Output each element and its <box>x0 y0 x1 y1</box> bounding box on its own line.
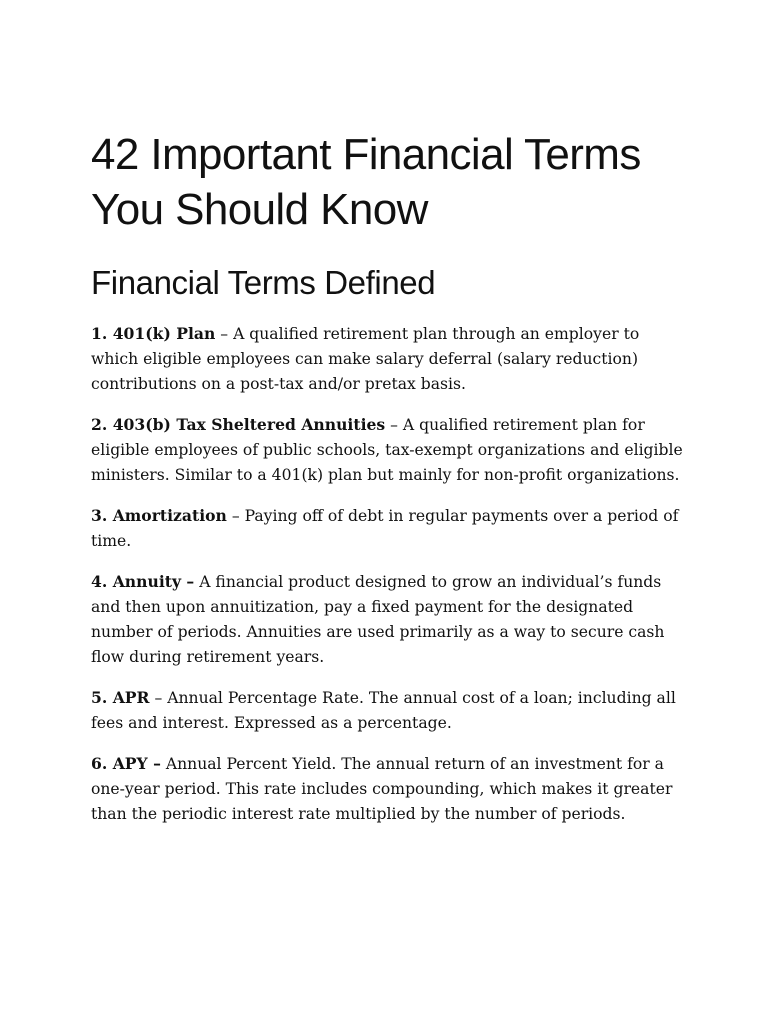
term-separator: – <box>215 325 234 343</box>
term-definition: A qualified retirement plan for eligible employees of public schools, tax-exempt organizations and eligible ministers. Similar to a 401(k) plan but mainly for non-profit organizations. <box>91 416 683 484</box>
term-entry-apr <box>91 685 691 736</box>
terms-list <box>91 321 691 842</box>
term-entry-annuity <box>91 569 691 670</box>
term-name: 4. Annuity – <box>91 572 195 591</box>
term-entry-401k <box>91 321 691 397</box>
term-entry-amortization <box>91 503 691 554</box>
term-definition: Annual Percent Yield. The annual return of an investment for a one-year period. This rate includes compounding, which makes it greater than the periodic interest rate multiplied by the number of periods. <box>91 755 673 823</box>
term-entry-apy <box>91 751 691 827</box>
term-separator: – <box>149 689 168 707</box>
term-name: 1. 401(k) Plan <box>91 324 216 343</box>
term-name: 6. APY – <box>91 754 161 773</box>
term-definition: A financial product designed to grow an individual’s funds and then upon annuitization, pay a fixed payment for the designated number of periods. Annuities are used primarily as a way to secure cash flow during retirement years. <box>91 573 665 666</box>
term-definition: A qualified retirement plan through an employer to which eligible employees can make salary deferral (salary reduction) contributions on a post-tax and/or pretax basis. <box>91 325 640 393</box>
term-definition: Paying off of debt in regular payments over a period of time. <box>91 507 679 550</box>
section-heading: Financial Terms Defined <box>91 264 436 301</box>
term-name: 2. 403(b) Tax Sheltered Annuities <box>91 415 386 434</box>
term-name: 5. APR <box>91 688 150 707</box>
term-entry-403b <box>91 412 691 488</box>
term-separator: – <box>385 416 403 434</box>
term-name: 3. Amortization <box>91 506 227 525</box>
page-title: 42 Important Financial Terms You Should Know <box>91 130 641 234</box>
term-definition: Annual Percentage Rate. The annual cost of a loan; including all fees and interest. Expressed as a percentage. <box>91 689 676 732</box>
term-separator: – <box>226 507 245 525</box>
